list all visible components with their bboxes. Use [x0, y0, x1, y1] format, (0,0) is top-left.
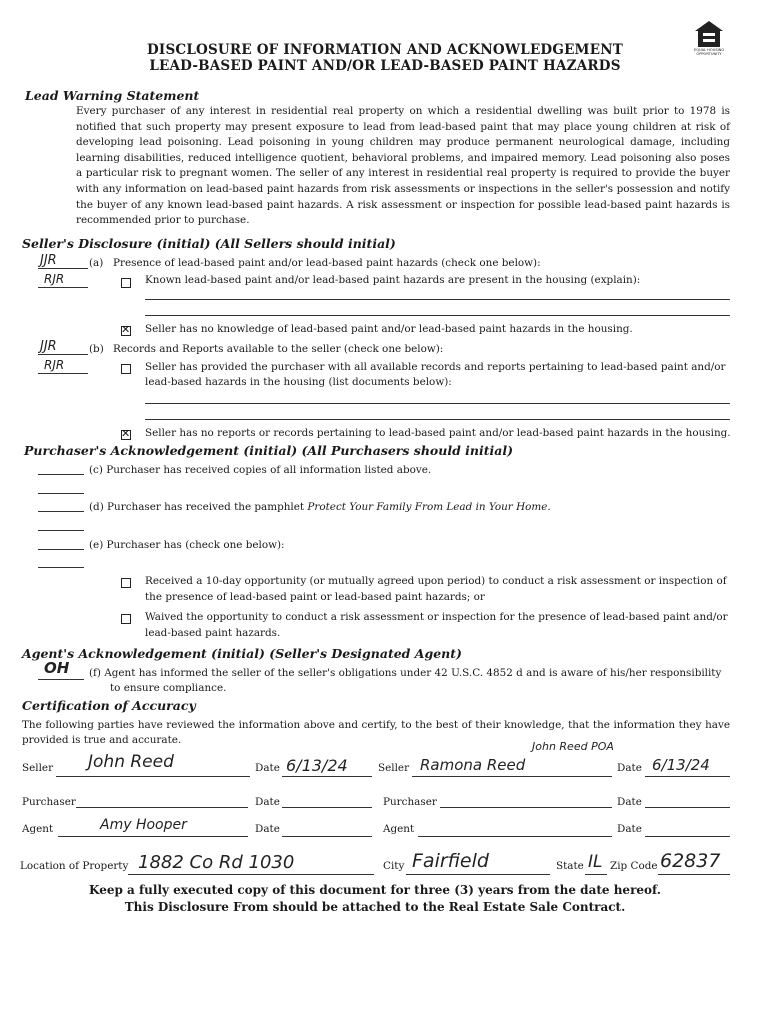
initial-line-b2: [38, 373, 88, 374]
purchaser2-signature-line[interactable]: [440, 807, 612, 808]
records-provided-checkbox[interactable]: [121, 364, 131, 374]
logo-text: EQUAL HOUSING OPPORTUNITY: [693, 48, 725, 56]
agent2-date-label: Date: [617, 823, 642, 835]
document-title-line2: LEAD-BASED PAINT AND/OR LEAD-BASED PAINT HAZARDS: [149, 58, 621, 74]
no-records-checkbox[interactable]: [121, 430, 131, 440]
seller-signature: John Reed: [88, 752, 174, 772]
item-d-main: (d) Purchaser has received the pamphlet: [89, 501, 305, 513]
purchaser-date-label: Date: [255, 796, 280, 808]
seller-disclosure-heading: Seller's Disclosure (initial) (All Sellers should initial): [22, 236, 396, 251]
documents-line-1[interactable]: [145, 403, 730, 404]
lead-warning-text: Every purchaser of any interest in residential real property on which a residential dwelling was built prior to 1978 is notified that such property may present exposure to lead from lead-based paint that may place young children at risk of developing lead poisoning. Lead poisoning in young children may produce permanent neurological damage, including learning disabilities, reduced intelligence quotient, behavioral problems, and impaired memory. Lead poisoning also poses a particular risk to pregnant women. The seller of any interest in residential real property is required to provide the buyer with any information on lead-based paint hazards from risk assessments or inspections in the seller's possession and notify the buyer of any known lead-based paint hazards. A risk assessment or inspection for possible lead-based paint hazards is recommended prior to purchase.: [76, 105, 730, 227]
item-b-text: Records and Reports available to the seller (check one below):: [113, 343, 444, 355]
agent-label: Agent: [22, 823, 54, 835]
document-title-line1: DISCLOSURE OF INFORMATION AND ACKNOWLEDGEMENT: [147, 42, 623, 58]
seller-date: 6/13/24: [286, 756, 348, 775]
state-value: IL: [588, 852, 603, 872]
seller-date-label: Date: [255, 762, 280, 774]
agent-date-line[interactable]: [282, 836, 372, 837]
purchaser-initial-e2[interactable]: [38, 567, 84, 568]
initial-line-a2: [38, 287, 88, 288]
item-b-label: (b): [89, 343, 104, 355]
no-knowledge-checkbox[interactable]: [121, 326, 131, 336]
zip-label: Zip Code: [610, 860, 658, 872]
zip-value: 62837: [660, 850, 721, 872]
city-label: City: [383, 860, 405, 872]
certification-text: The following parties have reviewed the information above and certify, to the best of their knowledge, that the information they have provided is true and accurate.: [22, 719, 730, 746]
initial-line-a1: [38, 268, 88, 269]
purchaser-ack-heading: Purchaser's Acknowledgement (initial) (All Purchasers should initial): [24, 443, 514, 458]
item-d-pamphlet-title: Protect Your Family From Lead in Your Home.: [307, 501, 551, 513]
seller-initials-b1: JJR: [40, 339, 57, 354]
purchaser2-date-line[interactable]: [645, 807, 730, 808]
purchaser2-date-label: Date: [617, 796, 642, 808]
item-e-text: (e) Purchaser has (check one below):: [89, 539, 285, 551]
item-a-label: (a): [89, 257, 104, 269]
item-c-text: (c) Purchaser has received copies of all information listed above.: [89, 464, 432, 476]
seller-initials-a1: JJR: [40, 253, 57, 268]
received-opportunity-checkbox[interactable]: [121, 578, 131, 588]
agent-date-label: Date: [255, 823, 280, 835]
agent-ack-heading: Agent's Acknowledgement (initial) (Seller's Designated Agent): [22, 646, 462, 661]
purchaser-initial-d2[interactable]: [38, 530, 84, 531]
option-b1-line2: lead-based hazards in the housing (list documents below):: [145, 376, 452, 388]
footer-line1: Keep a fully executed copy of this document for three (3) years from the date hereof.: [89, 883, 661, 897]
purchaser-initial-c2[interactable]: [38, 493, 84, 494]
agent-signature: Amy Hooper: [100, 817, 187, 833]
footer-line2: This Disclosure From should be attached to the Real Estate Sale Contract.: [124, 900, 626, 914]
seller2-label: Seller: [378, 762, 410, 774]
purchaser-initial-c1[interactable]: [38, 474, 84, 475]
purchaser-initial-e1[interactable]: [38, 549, 84, 550]
agent2-date-line[interactable]: [645, 836, 730, 837]
explain-line-1[interactable]: [145, 299, 730, 300]
state-line[interactable]: [585, 874, 607, 875]
purchaser-date-line[interactable]: [282, 807, 372, 808]
seller-initials-b2: RJR: [44, 358, 65, 372]
explain-line-2[interactable]: [145, 315, 730, 316]
option-a2-text: Seller has no knowledge of lead-based paint and/or lead-based paint hazards in the housing.: [145, 323, 633, 335]
seller2-poa-note: John Reed POA: [532, 740, 614, 753]
zip-line[interactable]: [658, 874, 730, 875]
waived-opportunity-checkbox[interactable]: [121, 614, 131, 624]
equal-housing-logo: [694, 20, 724, 56]
seller-date-line[interactable]: [282, 776, 372, 777]
city-value: Fairfield: [412, 850, 489, 872]
location-label: Location of Property: [20, 860, 129, 872]
seller2-date-label: Date: [617, 762, 642, 774]
seller2-date: 6/13/24: [652, 756, 710, 774]
initial-line-b1: [38, 354, 88, 355]
known-lead-checkbox[interactable]: [121, 278, 131, 288]
agent-initials: OH: [44, 659, 70, 677]
purchaser2-label: Purchaser: [383, 796, 437, 808]
state-label: State: [556, 860, 584, 872]
lead-warning-heading: Lead Warning Statement: [25, 88, 200, 103]
house-icon: [694, 20, 724, 48]
option-a1-text: Known lead-based paint and/or lead-based paint hazards are present in the housing (explain):: [145, 274, 641, 286]
seller2-signature: Ramona Reed: [420, 756, 526, 774]
item-f-line2: to ensure compliance.: [110, 682, 227, 694]
agent-initial-line: [38, 679, 84, 680]
location-value: 1882 Co Rd 1030: [138, 852, 295, 873]
agent2-signature-line[interactable]: [418, 836, 612, 837]
agent2-label: Agent: [383, 823, 415, 835]
seller-signature-line[interactable]: [56, 776, 250, 777]
option-e1-line2: the presence of lead-based paint or lead-based paint hazards; or: [145, 591, 485, 603]
city-line[interactable]: [406, 874, 550, 875]
item-f-line1: (f) Agent has informed the seller of the seller's obligations under 42 U.S.C. 4852 d and is aware of his/her responsibility: [89, 667, 722, 679]
item-d-text: [89, 501, 551, 513]
location-line[interactable]: [128, 874, 374, 875]
seller2-date-line[interactable]: [645, 776, 730, 777]
purchaser-label: Purchaser: [22, 796, 76, 808]
option-b1-line1: Seller has provided the purchaser with all available records and reports pertaining to lead-based paint and/or: [145, 361, 726, 373]
option-e2-line1: Waived the opportunity to conduct a risk assessment or inspection for the presence of lead-based paint and/or: [145, 611, 728, 623]
purchaser-signature-line[interactable]: [76, 807, 248, 808]
item-a-text: Presence of lead-based paint and/or lead-based paint hazards (check one below):: [113, 257, 541, 269]
agent-signature-line[interactable]: [58, 836, 248, 837]
option-e2-line2: lead-based paint hazards.: [145, 627, 281, 639]
purchaser-initial-d1[interactable]: [38, 511, 84, 512]
option-b2-text: Seller has no reports or records pertaining to lead-based paint and/or lead-based paint hazards in the housing.: [145, 427, 731, 439]
seller2-signature-line[interactable]: [412, 776, 612, 777]
option-e1-line1: Received a 10-day opportunity (or mutually agreed upon period) to conduct a risk assessment or inspection of: [145, 575, 727, 587]
seller-label: Seller: [22, 762, 54, 774]
seller-initials-a2: RJR: [44, 272, 65, 286]
certification-heading: Certification of Accuracy: [22, 698, 196, 713]
documents-line-2[interactable]: [145, 419, 730, 420]
